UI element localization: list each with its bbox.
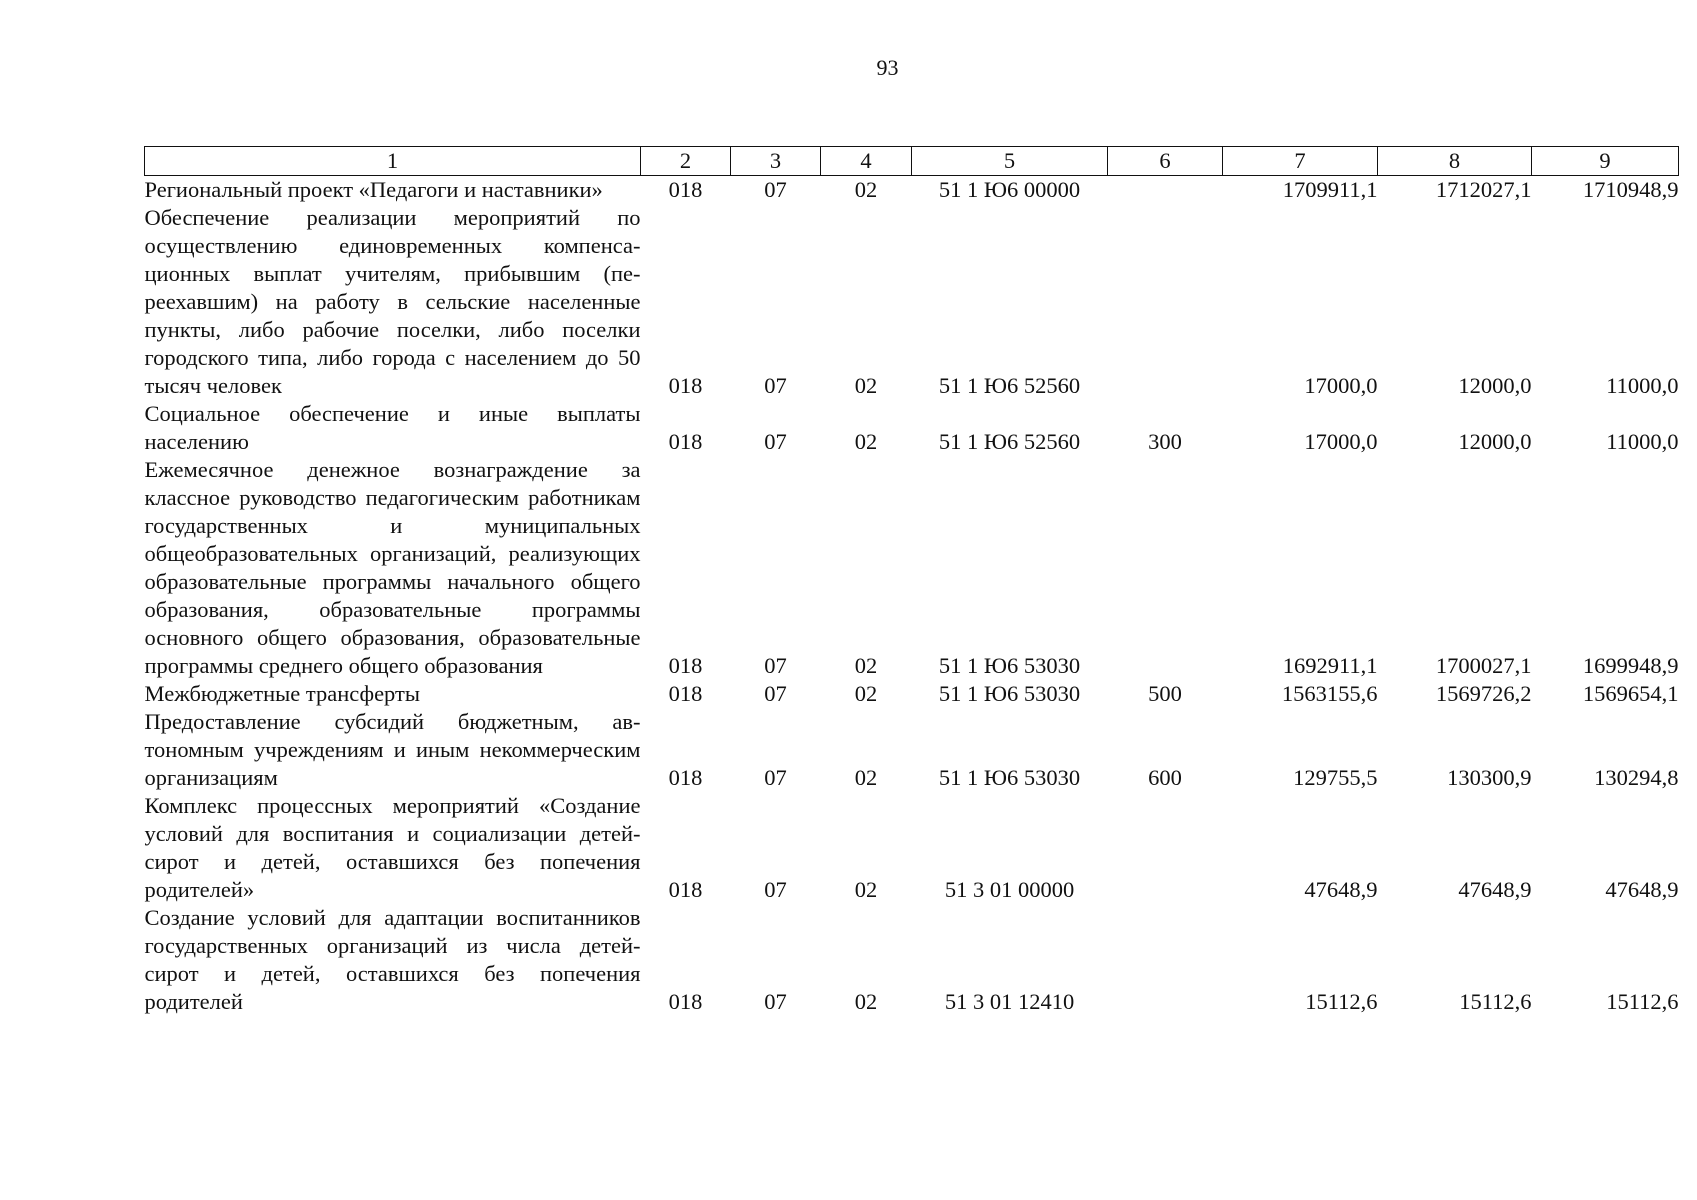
expense-type-cell [1108,176,1223,205]
subsection-code-cell: 02 [854,681,878,706]
admin-code-cell: 018 [668,653,703,678]
section-code-cell: 07 [764,877,787,902]
amount-cell-year-2: 47648,9 [1458,877,1532,902]
column-header: 2 [641,147,731,176]
section-code-cell: 07 [764,681,787,706]
expense-type-cell [1108,904,1223,1016]
amount-cell-year-1: 47648,9 [1304,877,1378,902]
table-row [145,708,1679,792]
table-body [145,176,1679,1017]
row-description: Социальное обеспечение и иные выплаты населению [144,401,641,454]
amount-cell-year-1: 17000,0 [1304,373,1378,398]
column-header: 4 [821,147,912,176]
section-code-cell: 07 [764,177,787,202]
expense-type-cell [1108,456,1223,680]
target-article-cell: 51 3 01 12410 [944,989,1075,1014]
admin-code-cell: 018 [668,877,703,902]
subsection-code-cell: 02 [854,177,878,202]
amount-cell-year-2: 15112,6 [1459,989,1532,1014]
subsection-code-cell: 02 [854,373,878,398]
page-number: 93 [876,55,899,80]
amount-cell-year-3: 15112,6 [1606,989,1679,1014]
section-code-cell: 07 [764,989,787,1014]
admin-code-cell: 018 [668,681,703,706]
table-row [145,904,1679,1016]
amount-cell-year-2: 12000,0 [1458,429,1532,454]
table-row [145,204,1679,400]
subsection-code-cell: 02 [854,429,878,454]
table-row [145,400,1679,456]
target-article-cell: 51 1 Ю6 52560 [938,429,1081,454]
amount-cell-year-3: 11000,0 [1606,429,1679,454]
column-header: 5 [912,147,1108,176]
column-header: 8 [1378,147,1532,176]
column-header: 1 [145,147,641,176]
amount-cell-year-1: 129755,5 [1293,765,1378,790]
row-description: Предоставление субсидий бюджетным, автономным учреждениям и иным некоммерческим организациям [144,709,641,790]
admin-code-cell: 018 [668,177,703,202]
row-description: Обеспечение реализации мероприятий по осуществлению единовременных компенсационных выплат учителям, прибывшим (переехавшим) на работу в сельские населенные пункты, либо рабочие поселки, либо поселки городского типа, либо города с населением до 50 тысяч человек [144,205,641,398]
table-row [145,176,1679,205]
amount-cell-year-3: 1710948,9 [1582,177,1679,202]
expense-type-cell [1108,792,1223,904]
amount-cell-year-3: 130294,8 [1594,765,1679,790]
amount-cell-year-1: 15112,6 [1305,989,1378,1014]
amount-cell-year-1: 17000,0 [1304,429,1378,454]
amount-cell-year-3: 47648,9 [1605,877,1679,902]
table-row [145,680,1679,708]
column-header: 7 [1223,147,1378,176]
section-code-cell: 07 [764,765,787,790]
target-article-cell: 51 1 Ю6 00000 [938,177,1081,202]
table-row [145,456,1679,680]
column-header: 6 [1108,147,1223,176]
column-header: 9 [1532,147,1679,176]
amount-cell-year-2: 1569726,2 [1435,681,1532,706]
amount-cell-year-2: 12000,0 [1458,373,1532,398]
amount-cell-year-1: 1563155,6 [1281,681,1378,706]
row-description: Ежемесячное денежное вознаграждение за классное руководство педагогическим работникам государственных и муниципальных общеобразовательных организаций, реализующих образовательные программы начального общего образования, образовательные программы основного общего образования, образовательные программы среднего общего образования [144,457,641,678]
budget-table [144,146,1679,1016]
subsection-code-cell: 02 [854,765,878,790]
target-article-cell: 51 1 Ю6 53030 [938,681,1081,706]
column-number-header-row [145,147,1679,176]
target-article-cell: 51 3 01 00000 [944,877,1075,902]
subsection-code-cell: 02 [854,989,878,1014]
target-article-cell: 51 1 Ю6 52560 [938,373,1081,398]
target-article-cell: 51 1 Ю6 53030 [938,765,1081,790]
amount-cell-year-3: 1569654,1 [1582,681,1679,706]
table-row [145,792,1679,904]
admin-code-cell: 018 [668,373,703,398]
expense-type-cell: 600 [1148,765,1182,790]
subsection-code-cell: 02 [854,877,878,902]
section-code-cell: 07 [764,429,787,454]
amount-cell-year-3: 11000,0 [1606,373,1679,398]
row-description: Комплекс процессных мероприятий «Создание условий для воспитания и социализации детей-сирот и детей, оставшихся без попечения родителей» [144,793,641,902]
section-code-cell: 07 [764,373,787,398]
row-description: Создание условий для адаптации воспитанников государственных организаций из числа детей-сирот и детей, оставшихся без попечения родителей [144,905,641,1014]
amount-cell-year-2: 1700027,1 [1435,653,1532,678]
section-code-cell: 07 [764,653,787,678]
amount-cell-year-2: 130300,9 [1447,765,1532,790]
expense-type-cell: 500 [1148,681,1182,706]
amount-cell-year-2: 1712027,1 [1435,177,1532,202]
row-description: Межбюджетные трансферты [144,681,420,706]
expense-type-cell [1108,204,1223,400]
amount-cell-year-1: 1709911,1 [1282,177,1378,202]
amount-cell-year-1: 1692911,1 [1282,653,1378,678]
admin-code-cell: 018 [668,429,703,454]
amount-cell-year-3: 1699948,9 [1582,653,1679,678]
subsection-code-cell: 02 [854,653,878,678]
expense-type-cell: 300 [1148,429,1182,454]
row-description: Региональный проект «Педагоги и наставники» [144,177,603,202]
admin-code-cell: 018 [668,765,703,790]
admin-code-cell: 018 [668,989,703,1014]
target-article-cell: 51 1 Ю6 53030 [938,653,1081,678]
column-header: 3 [731,147,821,176]
